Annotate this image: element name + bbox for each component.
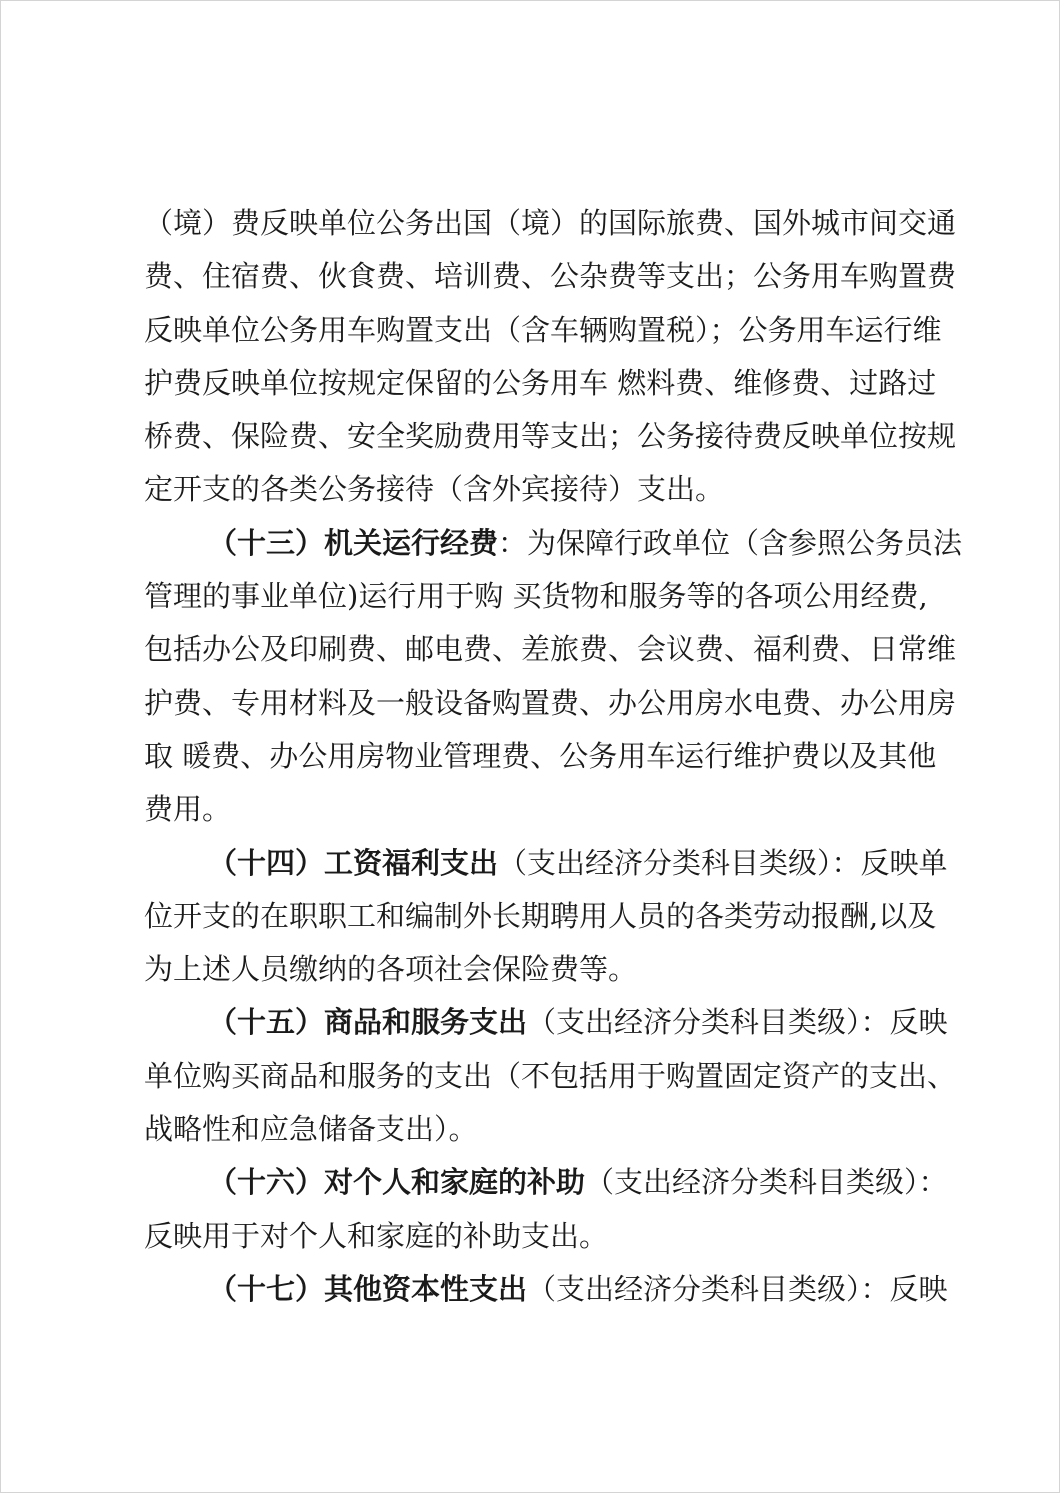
text-line: 定开支的各类公务接待（含外宾接待）支出。 bbox=[144, 472, 725, 507]
text-line: 桥费、保险费、安全奖励费用等支出；公务接待费反映单位按规 bbox=[144, 419, 957, 454]
heading-rest: （支出经济分类科目类级）： bbox=[585, 1165, 948, 1200]
paragraph-14 bbox=[144, 837, 948, 997]
paragraph-public-funds bbox=[144, 197, 957, 517]
heading-rest: （支出经济分类科目类级）：反映 bbox=[527, 1271, 948, 1306]
document-body bbox=[144, 197, 963, 1316]
text-line: 费用。 bbox=[144, 792, 232, 827]
paragraph-first-line bbox=[144, 837, 948, 890]
text-line: 反映用于对个人和家庭的补助支出。 bbox=[144, 1218, 609, 1253]
heading-rest: （支出经济分类科目类级）：反映 bbox=[527, 1005, 948, 1040]
text-line: （境）费反映单位公务出国（境）的国际旅费、国外城市间交通 bbox=[144, 206, 957, 240]
section-heading: （十四）工资福利支出 bbox=[208, 845, 499, 880]
paragraph-17 bbox=[144, 1263, 948, 1316]
section-heading: （十七）其他资本性支出 bbox=[208, 1271, 528, 1306]
text-line: 护费反映单位按规定保留的公务用车 燃料费、维修费、过路过 bbox=[144, 365, 937, 400]
text-line: 护费、专用材料及一般设备购置费、办公用房水电费、办公用房 bbox=[144, 685, 957, 720]
text-line: 包括办公及印刷费、邮电费、差旅费、会议费、福利费、日常维 bbox=[144, 632, 957, 667]
paragraph-15 bbox=[144, 996, 957, 1156]
paragraph-first-line bbox=[144, 1263, 948, 1316]
heading-rest: （支出经济分类科目类级）：反映单 bbox=[498, 845, 948, 880]
paragraph-first-line bbox=[144, 517, 963, 570]
text-line: 为上述人员缴纳的各项社会保险费等。 bbox=[144, 952, 638, 987]
text-line: 位开支的在职职工和编制外长期聘用人员的各类劳动报酬,以及 bbox=[144, 898, 937, 933]
section-heading: （十五）商品和服务支出 bbox=[208, 1005, 528, 1040]
text-line: 费、住宿费、伙食费、培训费、公杂费等支出；公务用车购置费 bbox=[144, 259, 957, 294]
paragraph-16 bbox=[144, 1156, 948, 1263]
text-line: 取 暖费、办公用房物业管理费、公务用车运行维护费以及其他 bbox=[144, 738, 937, 773]
heading-rest: ：为保障行政单位（含参照公务员法 bbox=[498, 525, 963, 560]
section-heading: （十六）对个人和家庭的补助 bbox=[208, 1165, 586, 1200]
text-line: 战略性和应急储备支出）。 bbox=[144, 1112, 478, 1147]
paragraph-first-line bbox=[144, 1156, 948, 1209]
text-line: 单位购买商品和服务的支出（不包括用于购置固定资产的支出、 bbox=[144, 1058, 957, 1093]
text-line: 管理的事业单位)运行用于购 买货物和服务等的各项公用经费, bbox=[144, 579, 928, 614]
text-line: 反映单位公务用车购置支出（含车辆购置税）；公务用车运行维 bbox=[144, 312, 942, 347]
section-heading: （十三）机关运行经费 bbox=[208, 525, 499, 560]
paragraph-first-line bbox=[144, 996, 948, 1049]
paragraph-13 bbox=[144, 517, 963, 837]
